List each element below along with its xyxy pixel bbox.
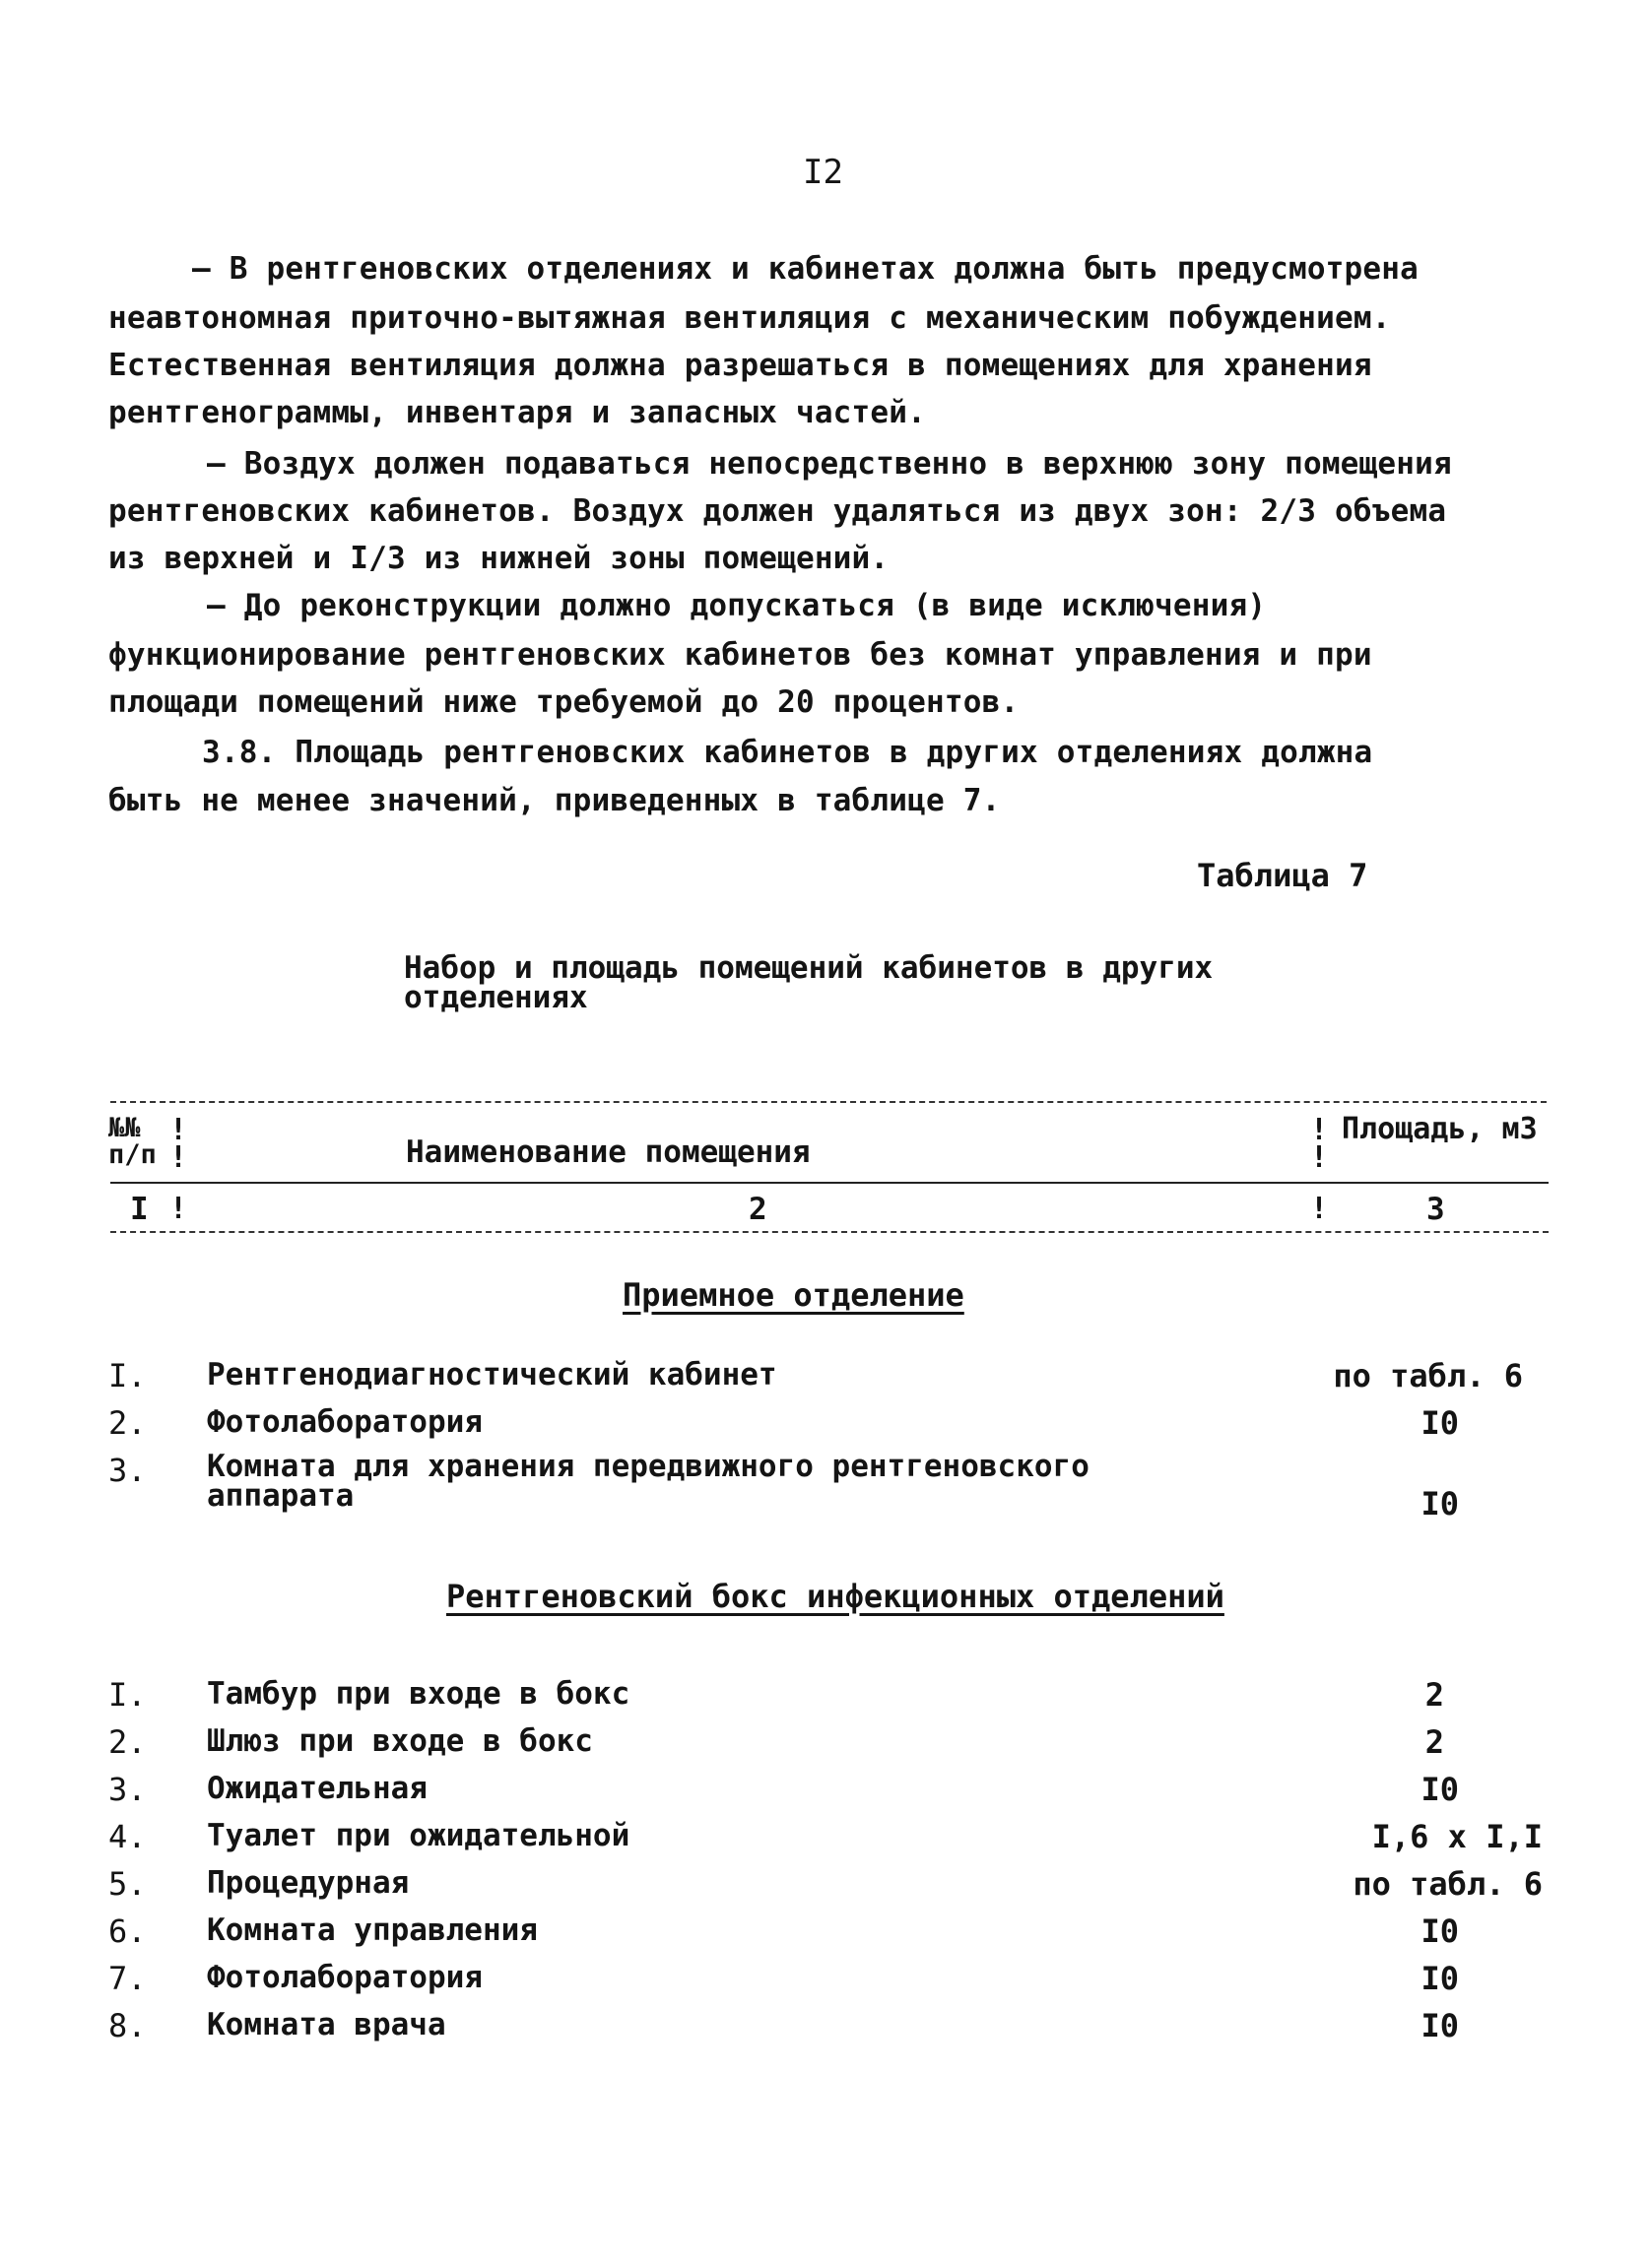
row-number: 4.: [108, 1818, 147, 1855]
row-area: I0: [1420, 1912, 1459, 1950]
row-name: Шлюз при входе в бокс: [207, 1723, 593, 1759]
row-area: 2: [1424, 1723, 1444, 1761]
row-number: 8.: [108, 2007, 147, 2044]
row-number: 6.: [108, 1912, 147, 1950]
column-separator: !: [169, 1192, 188, 1226]
colnum-1: I: [130, 1192, 149, 1227]
paragraph-line: функционирование рентгеновских кабинетов без комнат управления и при: [108, 637, 1372, 673]
row-name: Ожидательная: [207, 1771, 428, 1806]
paragraph-line: неавтономная приточно-вытяжная вентиляция с механическим побуждением.: [108, 300, 1391, 336]
paragraph-line: – В рентгеновских отделениях и кабинетах должна быть предусмотрена: [192, 251, 1419, 287]
row-number: I.: [108, 1357, 147, 1394]
row-name: Тамбур при входе в бокс: [207, 1676, 630, 1712]
paragraph-line: Естественная вентиляция должна разрешаться в помещениях для хранения: [108, 348, 1372, 383]
row-area: 2: [1424, 1676, 1444, 1714]
row-name: Туалет при ожидательной: [207, 1818, 630, 1853]
table-top-rule: [110, 1101, 1547, 1103]
colnum-2: 2: [749, 1192, 767, 1227]
paragraph-line: рентгеновских кабинетов. Воздух должен удаляться из двух зон: 2/3 объема: [108, 493, 1447, 529]
row-name: Комната управления: [207, 1912, 538, 1948]
column-separator: !: [1310, 1113, 1329, 1147]
row-number: I.: [108, 1676, 147, 1714]
paragraph-line: – До реконструкции должно допускаться (в виде исключения): [207, 588, 1267, 623]
row-name: Процедурная: [207, 1865, 410, 1901]
row-name: Комната врача: [207, 2007, 446, 2042]
table-title: Набор и площадь помещений кабинетов в других отделениях: [404, 950, 1214, 1015]
table-colnum-rule: [110, 1231, 1549, 1233]
row-number: 7.: [108, 1960, 147, 1997]
paragraph-line: 3.8. Площадь рентгеновских кабинетов в других отделениях должна: [202, 735, 1373, 770]
row-number: 2.: [108, 1404, 147, 1442]
section-title: Приемное отделение: [623, 1276, 964, 1314]
row-name: Фотолаборатория: [207, 1960, 483, 1995]
row-area: I0: [1420, 2007, 1459, 2044]
paragraph-line: площади помещений ниже требуемой до 20 процентов.: [108, 684, 1020, 720]
page-number: I2: [803, 153, 843, 192]
row-number: 3.: [108, 1452, 147, 1489]
row-area: по табл. 6: [1353, 1865, 1543, 1903]
row-area: по табл. 6: [1333, 1357, 1523, 1394]
row-number: 3.: [108, 1771, 147, 1808]
row-area: I0: [1420, 1771, 1459, 1808]
paragraph-line: быть не менее значений, приведенных в таблице 7.: [108, 783, 1001, 818]
row-area: I0: [1420, 1404, 1459, 1442]
paragraph-line: из верхней и I/3 из нижней зоны помещений.: [108, 541, 890, 576]
row-area: I0: [1420, 1960, 1459, 1997]
column-separator: !: [1310, 1140, 1329, 1175]
colnum-3: 3: [1426, 1192, 1445, 1227]
row-name: Фотолаборатория: [207, 1404, 483, 1440]
row-name: Комната для хранения передвижного рентгеновского аппарата: [207, 1449, 1090, 1514]
row-area: I,6 x I,I: [1371, 1818, 1543, 1855]
header-area: Площадь, м3: [1342, 1112, 1538, 1146]
row-number: 2.: [108, 1723, 147, 1761]
table-header-rule: [110, 1182, 1549, 1184]
paragraph-line: – Воздух должен подаваться непосредственно в верхнюю зону помещения: [207, 446, 1452, 482]
row-area: I0: [1420, 1485, 1459, 1523]
header-num: №№ п/п: [108, 1113, 157, 1170]
row-name: Рентгенодиагностический кабинет: [207, 1357, 777, 1393]
paragraph-line: рентгенограммы, инвентаря и запасных частей.: [108, 395, 926, 430]
section-title: Рентгеновский бокс инфекционных отделений: [446, 1578, 1224, 1615]
column-separator: !: [1310, 1192, 1329, 1226]
row-number: 5.: [108, 1865, 147, 1903]
header-name: Наименование помещения: [406, 1134, 811, 1170]
table-label: Таблица 7: [1197, 857, 1368, 894]
column-separator: !: [169, 1140, 188, 1175]
column-separator: !: [169, 1113, 188, 1147]
